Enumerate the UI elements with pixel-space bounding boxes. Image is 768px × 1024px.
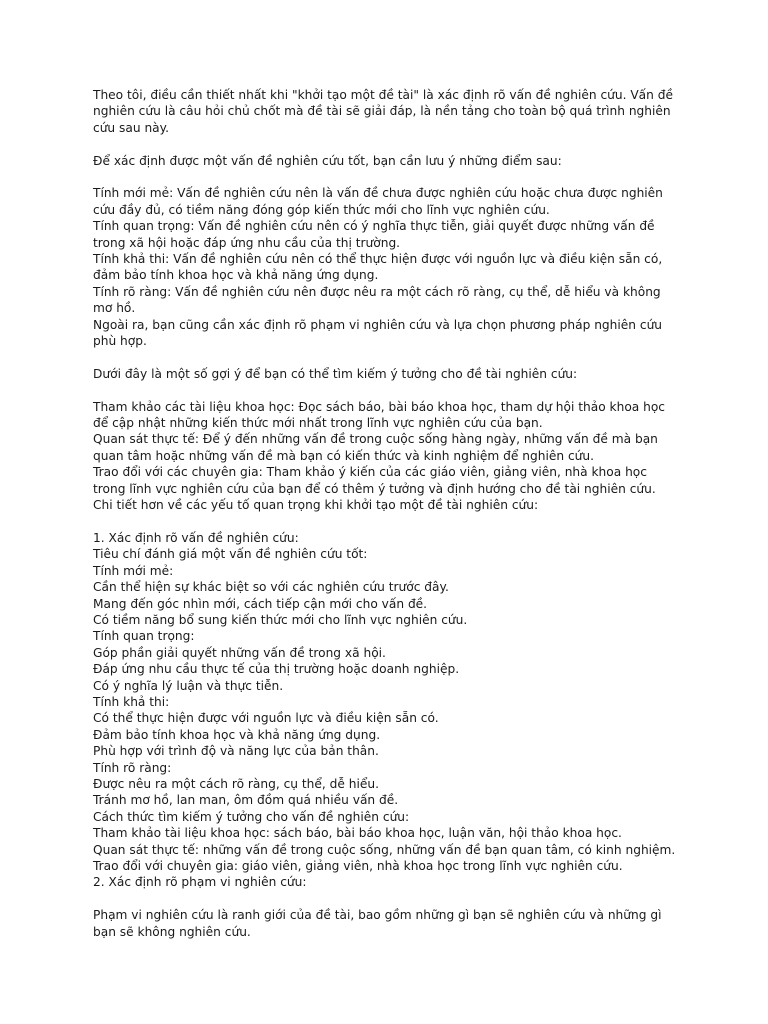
details-line: Đảm bảo tính khoa học và khả năng ứng dụng. (93, 727, 381, 742)
document-page (93, 87, 683, 940)
details-line: Có tiềm năng bổ sung kiến thức mới cho lĩnh vực nghiên cứu. (93, 612, 468, 627)
details-line: Đáp ứng nhu cầu thực tế của thị trường hoặc doanh nghiệp. (93, 662, 460, 677)
criteria-item-novelty: Tính mới mẻ: Vấn đề nghiên cứu nên là vấn đề chưa được nghiên cứu hoặc chưa được nghiên cứu đầy đủ, có tiềm năng đóng góp kiến thức mới cho lĩnh vực nghiên cứu. (93, 186, 663, 217)
details-line: Tham khảo tài liệu khoa học: sách báo, bài báo khoa học, luận văn, hội thảo khoa học. (93, 826, 622, 841)
details-heading-1: 1. Xác định rõ vấn đề nghiên cứu: (93, 530, 299, 545)
ideas-item-observation: Quan sát thực tế: Để ý đến những vấn đề trong cuộc sống hàng ngày, những vấn đề mà bạn quan tâm hoặc những vấn đề mà bạn có kiến thức và kinh nghiệm để nghiên cứu. (93, 432, 658, 463)
criteria-item-importance: Tính quan trọng: Vấn đề nghiên cứu nên có ý nghĩa thực tiễn, giải quyết được những vấn đề trong xã hội hoặc đáp ứng nhu cầu của thị trường. (93, 219, 655, 250)
details-line: Mang đến góc nhìn mới, cách tiếp cận mới cho vấn đề. (93, 596, 428, 611)
details-line: Tính quan trọng: (93, 629, 195, 644)
criteria-item-scope-note: Ngoài ra, bạn cũng cần xác định rõ phạm vi nghiên cứu và lựa chọn phương pháp nghiên cứu phù hợp. (93, 317, 663, 349)
scope-paragraph: Phạm vi nghiên cứu là ranh giới của đề tài, bao gồm những gì bạn sẽ nghiên cứu và những gì bạn sẽ không nghiên cứu. (93, 908, 662, 939)
criteria-item-feasibility: Tính khả thi: Vấn đề nghiên cứu nên có thể thực hiện được với nguồn lực và điều kiện sẵn có, đảm bảo tính khoa học và khả năng ứng dụng. (93, 252, 663, 283)
ideas-item-literature: Tham khảo các tài liệu khoa học: Đọc sách báo, bài báo khoa học, tham dự hội thảo khoa học để cập nhật những kiến thức mới nhất trong lĩnh vực nghiên cứu của bạn. (93, 399, 665, 431)
details-line: Trao đổi với chuyên gia: giáo viên, giảng viên, nhà khoa học trong lĩnh vực nghiên cứu. (93, 859, 623, 874)
criteria-lead: Để xác định được một vấn đề nghiên cứu tốt, bạn cần lưu ý những điểm sau: (93, 153, 562, 168)
details-line: Cách thức tìm kiếm ý tưởng cho vấn đề nghiên cứu: (93, 809, 410, 824)
ideas-list (93, 399, 683, 514)
details-line: Có ý nghĩa lý luận và thực tiễn. (93, 678, 284, 693)
details-line: Tính rõ ràng: (93, 760, 172, 775)
details-line: Tính mới mẻ: (93, 563, 174, 578)
details-line: Góp phần giải quyết những vấn đề trong xã hội. (93, 645, 386, 660)
details-line: Tiêu chí đánh giá một vấn đề nghiên cứu tốt: (93, 547, 368, 562)
details-line: Quan sát thực tế: những vấn đề trong cuộc sống, những vấn đề bạn quan tâm, có kinh nghiệm. (93, 842, 676, 857)
details-heading-2: 2. Xác định rõ phạm vi nghiên cứu: (93, 875, 307, 890)
details-line: Tính khả thi: (93, 694, 170, 709)
ideas-item-experts: Trao đổi với các chuyên gia: Tham khảo ý kiến của các giáo viên, giảng viên, nhà khoa học trong lĩnh vực nghiên cứu của bạn để có thêm ý tưởng và định hướng cho đề tài nghiên cứu. (93, 465, 656, 496)
criteria-list (93, 185, 683, 349)
intro-paragraph: Theo tôi, điều cần thiết nhất khi "khởi tạo một đề tài" là xác định rõ vấn đề nghiên cứu. Vấn đề nghiên cứu là câu hỏi chủ chốt mà đề tài sẽ giải đáp, là nền tảng cho toàn bộ quá trình nghiên cứu sau này. (93, 88, 673, 135)
details-line: Có thể thực hiện được với nguồn lực và điều kiện sẵn có. (93, 711, 439, 726)
details-line: Cần thể hiện sự khác biệt so với các nghiên cứu trước đây. (93, 580, 449, 595)
details-line: Tránh mơ hồ, lan man, ôm đồm quá nhiều vấn đề. (93, 793, 399, 808)
criteria-item-clarity: Tính rõ ràng: Vấn đề nghiên cứu nên được nêu ra một cách rõ ràng, cụ thể, dễ hiểu và không mơ hồ. (93, 284, 661, 316)
ideas-item-details-lead: Chi tiết hơn về các yếu tố quan trọng khi khởi tạo một đề tài nghiên cứu: (93, 498, 539, 513)
details-line: Được nêu ra một cách rõ ràng, cụ thể, dễ hiểu. (93, 776, 379, 791)
details-list (93, 530, 683, 891)
ideas-lead: Dưới đây là một số gợi ý để bạn có thể tìm kiếm ý tưởng cho đề tài nghiên cứu: (93, 366, 578, 381)
details-line: Phù hợp với trình độ và năng lực của bản thân. (93, 744, 379, 759)
